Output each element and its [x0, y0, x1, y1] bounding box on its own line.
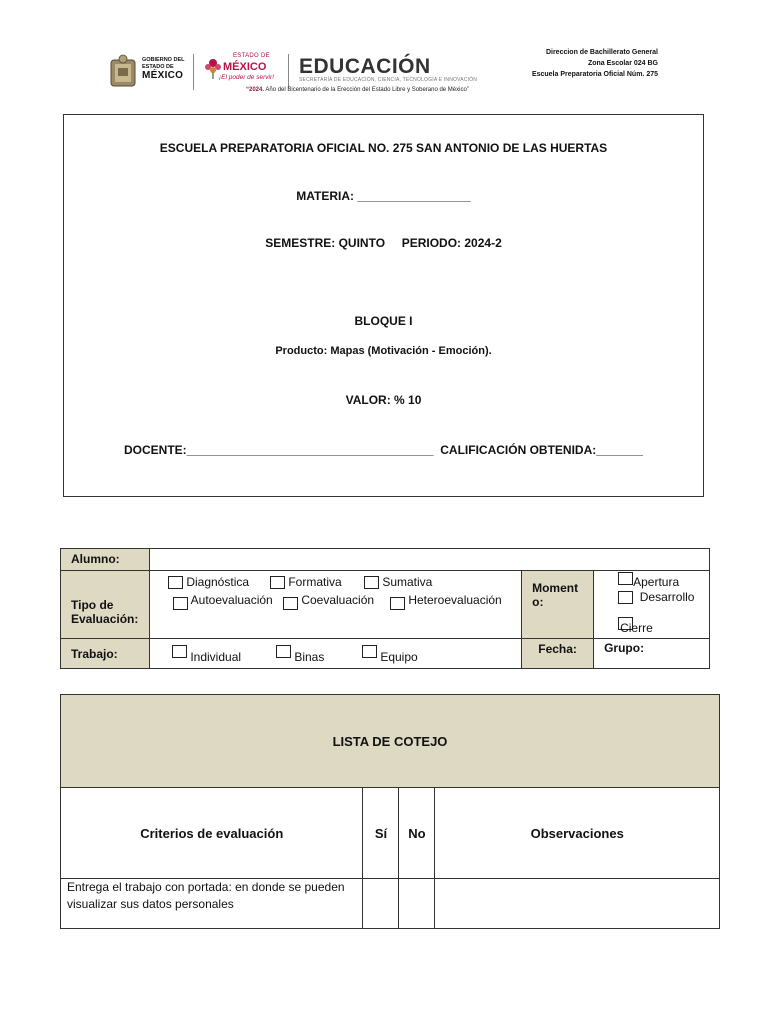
gob-line-2: ESTADO DE [142, 63, 174, 70]
checkbox[interactable] [276, 645, 291, 658]
option-sumativa[interactable]: Sumativa [364, 575, 432, 589]
si-cell[interactable] [363, 879, 399, 929]
checklist-title: LISTA DE COTEJO [61, 695, 720, 788]
option-cierre[interactable]: Cierre [618, 613, 666, 630]
bloque: BLOQUE I [354, 314, 413, 328]
alumno-input[interactable] [149, 549, 709, 571]
criteria-cell: Entrega el trabajo con portada: en donde se pueden visualizar sus datos personales [61, 879, 363, 929]
trabajo-label: Trabajo: [61, 639, 150, 669]
fecha-label: Fecha: [522, 639, 594, 669]
table-row [61, 879, 720, 929]
direction-line: Direccion de Bachillerato General [545, 49, 658, 56]
option-heteroevaluacion[interactable]: Heteroevaluación [390, 593, 502, 610]
edomex-slogan: ¡El poder de servir! [219, 74, 274, 81]
tipo-evaluacion-label: Tipo de Evaluación: [61, 571, 150, 639]
observaciones-cell[interactable] [435, 879, 720, 929]
option-autoevaluacion[interactable]: Autoevaluación [173, 593, 273, 610]
col-criteria-header: Criterios de evaluación [61, 788, 363, 879]
cover-box [63, 114, 704, 497]
checkbox[interactable] [283, 597, 298, 610]
school-info [532, 47, 658, 80]
education-title: EDUCACIÓN [299, 55, 431, 78]
government-logo-text [142, 57, 190, 81]
checkbox[interactable] [364, 576, 379, 589]
momento-options [594, 571, 710, 639]
option-apertura[interactable]: Apertura [618, 572, 679, 589]
option-binas[interactable]: Binas [276, 645, 324, 664]
checkbox[interactable] [618, 591, 633, 604]
checkbox[interactable] [168, 576, 183, 589]
edomex-top-text: ESTADO DE [233, 53, 270, 59]
alumno-label: Alumno: [61, 549, 150, 571]
slogan-year: “2024. [246, 87, 265, 93]
option-coevaluacion[interactable]: Coevaluación [283, 593, 374, 610]
checklist-table [60, 694, 720, 929]
school-line: Escuela Preparatoria Oficial Núm. 275 [531, 71, 658, 78]
grupo-label: Grupo: [594, 639, 710, 669]
education-subtitle: SECRETARÍA DE EDUCACIÓN, CIENCIA, TECNOLOGÍA E INNOVACIÓN [299, 77, 478, 83]
edomex-logo [203, 53, 283, 85]
checkbox[interactable] [390, 597, 405, 610]
trabajo-options [149, 639, 521, 669]
student-info-table [60, 548, 710, 669]
gob-line-3: MÉXICO [142, 70, 184, 81]
school-name: ESCUELA PREPARATORIA OFICIAL NO. 275 SAN ANTONIO DE LAS HUERTAS [159, 141, 608, 155]
year-slogan [246, 87, 469, 93]
option-desarrollo[interactable]: Desarrollo [618, 590, 694, 604]
col-no-header: No [399, 788, 435, 879]
producto: Producto: Mapas (Motivación - Emoción). [275, 345, 492, 357]
tipo-evaluacion-options [149, 571, 521, 639]
checkbox[interactable] [270, 576, 285, 589]
checkbox[interactable] [362, 645, 377, 658]
col-si-header: Sí [363, 788, 399, 879]
option-diagnostica[interactable]: Diagnóstica [168, 575, 249, 589]
no-cell[interactable] [399, 879, 435, 929]
valor: VALOR: % 10 [345, 393, 422, 407]
semestre-periodo: SEMESTRE: QUINTO PERIODO: 2024-2 [265, 236, 502, 250]
slogan-text: Año del Bicentenario de la Erección del Estado Libre y Soberano de México” [264, 87, 469, 93]
state-seal-logo [108, 54, 138, 88]
option-formativa[interactable]: Formativa [270, 575, 342, 589]
checkbox[interactable] [172, 645, 187, 658]
docente-calificacion: DOCENTE:_____________________________________ CALIFICACIÓN OBTENIDA:_______ [124, 443, 643, 457]
document-header [0, 0, 768, 100]
col-observaciones-header: Observaciones [435, 788, 720, 879]
materia-field: MATERIA: _________________ [296, 189, 471, 203]
divider [288, 54, 289, 88]
checkbox[interactable] [173, 597, 188, 610]
option-equipo[interactable]: Equipo [362, 645, 418, 664]
option-individual[interactable]: Individual [172, 645, 241, 664]
edomex-mid-text: MÉXICO [223, 61, 267, 73]
gob-line-1: GOBIERNO DEL [142, 57, 185, 63]
divider [193, 54, 194, 90]
momento-label: Moment o: [522, 571, 594, 639]
checkbox[interactable] [618, 572, 633, 585]
zone-line: Zona Escolar 024 BG [587, 60, 658, 67]
